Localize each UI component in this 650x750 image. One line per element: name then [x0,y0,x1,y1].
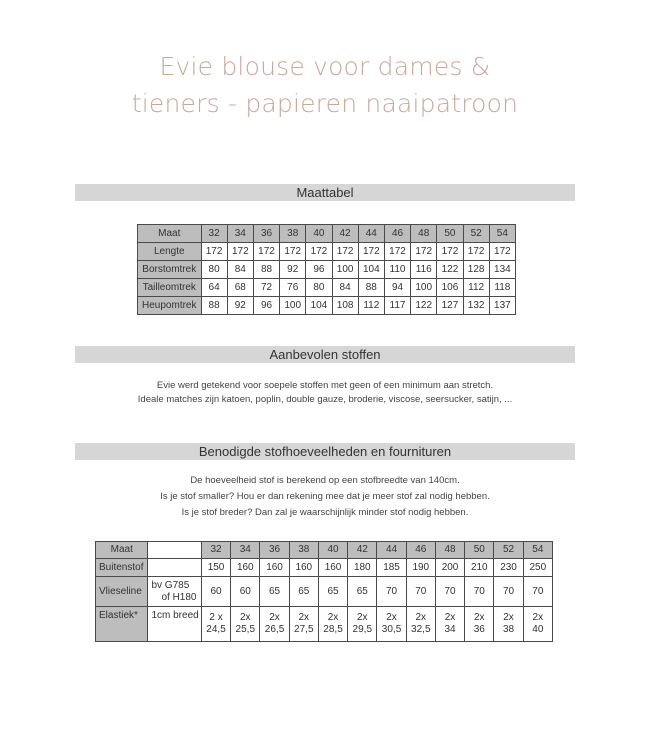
supplies-cell: 70 [523,577,552,607]
supplies-cell: 200 [435,559,464,577]
fabrics-heading: Aanbevolen stoffen [75,346,575,363]
size-chart-cell: 172 [332,243,358,261]
size-chart-cell: 122 [437,261,463,279]
supplies-cell: 65 [289,577,318,607]
size-chart-cell: 172 [227,243,253,261]
supplies-cell: 230 [494,559,523,577]
size-chart-cell: 104 [306,297,332,315]
supplies-header-row [96,542,553,559]
supplies-text-line-1: De hoeveelheid stof is berekend op een stofbreedte van 140cm. [190,475,460,486]
supplies-size-header: 32 [201,542,230,559]
supplies-text-line-3: Is je stof breder? Dan zal je waarschijnlijk minder stof nodig hebben. [181,507,469,518]
supplies-table [95,541,553,642]
size-chart-cell: 100 [280,297,306,315]
supplies-cell: 150 [201,559,230,577]
supplies-cell [201,607,230,642]
supplies-cell [494,607,523,642]
supplies-cell-line-1: 2x [269,612,280,623]
supplies-cell: 250 [523,559,552,577]
size-chart-header-label: Maat [138,225,202,243]
supplies-cell [318,607,347,642]
size-chart-size-header: 34 [227,225,253,243]
size-chart-cell: 80 [201,261,227,279]
size-chart-cell: 88 [201,297,227,315]
supplies-row-label: Elastiek* [96,607,148,642]
supplies-cell: 190 [406,559,435,577]
supplies-size-header: 48 [435,542,464,559]
supplies-cell-line-2: 27,5 [294,624,314,635]
supplies-cell-line-1: 2x [503,612,514,623]
size-chart-cell: 72 [253,279,279,297]
size-chart-cell: 100 [332,261,358,279]
supplies-size-header: 42 [348,542,377,559]
supplies-cell [289,607,318,642]
supplies-cell [465,607,494,642]
supplies-cell-line-2: 38 [502,624,515,635]
supplies-size-header: 52 [494,542,523,559]
supplies-cell: 180 [348,559,377,577]
size-chart-cell: 172 [280,243,306,261]
size-chart-cell: 92 [280,261,306,279]
size-chart-cell: 172 [358,243,384,261]
supplies-note-line-1: bv G785 [151,579,190,591]
supplies-size-header: 54 [523,542,552,559]
supplies-cell [231,607,260,642]
supplies-row-buitenstof [96,559,553,577]
supplies-text-line-2: Is je stof smaller? Hou er dan rekening mee dat je meer stof zal nodig hebben. [160,491,490,502]
supplies-cell: 65 [348,577,377,607]
size-chart-row-label: Heupomtrek [138,297,202,315]
size-chart-cell: 108 [332,297,358,315]
size-chart-row-label: Tailleomtrek [138,279,202,297]
size-chart-cell: 100 [411,279,437,297]
supplies-cell: 160 [260,559,289,577]
supplies-cell: 65 [260,577,289,607]
size-chart-cell: 110 [384,261,410,279]
supplies-cell-line-2: 26,5 [264,624,285,635]
size-chart-cell: 84 [332,279,358,297]
size-chart-size-header: 36 [253,225,279,243]
supplies-cell: 160 [318,559,347,577]
size-chart-size-header: 46 [384,225,410,243]
size-chart-cell: 84 [227,261,253,279]
size-chart-cell: 96 [306,261,332,279]
size-chart-row [138,243,516,261]
supplies-cell: 210 [465,559,494,577]
size-chart-cell: 172 [306,243,332,261]
size-chart-size-header: 38 [280,225,306,243]
supplies-cell: 65 [318,577,347,607]
size-chart-heading: Maattabel [75,184,575,201]
supplies-cell-line-2: 28,5 [323,624,343,635]
supplies-cell-line-1: 2x [415,612,427,623]
size-chart-cell: 172 [411,243,437,261]
supplies-cell-line-2: 40 [532,624,544,635]
supplies-cell-line-2: 32,5 [411,624,431,635]
supplies-cell [406,607,435,642]
size-chart-cell: 137 [489,297,515,315]
supplies-cell: 60 [231,577,260,607]
size-chart-cell: 116 [411,261,437,279]
supplies-row-elastiek [96,607,553,642]
supplies-row-note [148,577,201,607]
supplies-size-header: 40 [318,542,347,559]
size-chart-cell: 106 [437,279,463,297]
supplies-cell: 70 [377,577,406,607]
size-chart-size-header: 52 [463,225,489,243]
size-chart-table [137,224,516,315]
size-chart-header-row [138,225,516,243]
size-chart-cell: 122 [411,297,437,315]
size-chart-size-header: 40 [306,225,332,243]
supplies-cell [348,607,377,642]
supplies-cell-line-2: 30,5 [381,624,402,635]
size-chart-cell: 104 [358,261,384,279]
supplies-cell-line-2: 36 [473,624,485,635]
supplies-size-header: 38 [289,542,318,559]
supplies-note-line-2: of H180 [161,591,197,603]
supplies-cell: 185 [377,559,406,577]
size-chart-row-label: Borstomtrek [138,261,202,279]
supplies-size-header: 36 [260,542,289,559]
supplies-cell-line-1: 2x [444,612,456,623]
size-chart-cell: 118 [489,279,515,297]
size-chart-cell: 127 [437,297,463,315]
supplies-cell: 70 [494,577,523,607]
size-chart-size-header: 44 [358,225,384,243]
supplies-cell-line-1: 2x [240,612,251,623]
size-chart-cell: 172 [489,243,515,261]
supplies-row-note [148,559,201,577]
size-chart-cell: 117 [384,297,410,315]
size-chart-cell: 172 [463,243,489,261]
supplies-cell-line-1: 2x [532,612,544,623]
fabrics-text-line-1: Evie werd getekend voor soepele stoffen met geen of een minimum aan stretch. [156,380,494,391]
size-chart-cell: 88 [358,279,384,297]
supplies-cell: 70 [465,577,494,607]
size-chart-size-header: 48 [411,225,437,243]
size-chart-size-header: 54 [489,225,515,243]
supplies-heading: Benodigde stofhoeveelheden en fournituren [75,443,575,460]
supplies-cell [523,607,552,642]
supplies-cell [377,607,406,642]
supplies-size-header: 46 [406,542,435,559]
size-chart-cell: 172 [384,243,410,261]
size-chart-cell: 134 [489,261,515,279]
size-chart-cell: 172 [253,243,279,261]
supplies-cell-line-2: 24,5 [206,624,226,635]
size-chart-row [138,261,516,279]
supplies-cell-line-1: 2x [357,612,368,623]
supplies-cell-line-2: 29,5 [352,624,373,635]
supplies-size-header: 34 [231,542,260,559]
size-chart-size-header: 42 [332,225,358,243]
size-chart-cell: 96 [253,297,279,315]
supplies-cell-line-1: 2x [298,612,310,623]
size-chart-cell: 172 [201,243,227,261]
supplies-size-label: Maat [96,542,148,559]
supplies-cell: 60 [201,577,230,607]
size-chart-row-label: Lengte [138,243,202,261]
size-chart-cell: 128 [463,261,489,279]
supplies-row-label: Buitenstof [96,559,148,577]
supplies-row-label: Vlieseline [96,577,148,607]
size-chart-size-header: 50 [437,225,463,243]
size-chart-cell: 94 [384,279,410,297]
supplies-size-header: 50 [465,542,494,559]
supplies-cell-line-1: 2 x [209,612,223,623]
size-chart-cell: 112 [463,279,489,297]
supplies-cell: 70 [406,577,435,607]
page-title-line-1: Evie blouse voor dames & [159,52,491,81]
supplies-cell-line-1: 2x [327,612,339,623]
supplies-row-vlieseline [96,577,553,607]
size-chart-cell: 80 [306,279,332,297]
page-title-line-2: tieners - papieren naaipatroon [131,89,519,118]
size-chart-cell: 172 [437,243,463,261]
supplies-cell [260,607,289,642]
supplies-size-header: 44 [377,542,406,559]
size-chart-cell: 64 [201,279,227,297]
size-chart-cell: 132 [463,297,489,315]
supplies-row-note: 1cm breed [148,607,201,642]
supplies-cell: 70 [435,577,464,607]
size-chart-cell: 76 [280,279,306,297]
size-chart-cell: 112 [358,297,384,315]
size-chart-cell: 92 [227,297,253,315]
size-chart-row [138,297,516,315]
supplies-header-blank [148,542,201,559]
supplies-cell-line-1: 2x [474,612,485,623]
supplies-cell-line-1: 2x [386,612,397,623]
size-chart-cell: 88 [253,261,279,279]
size-chart-cell: 68 [227,279,253,297]
supplies-cell-line-2: 25,5 [235,624,256,635]
size-chart-row [138,279,516,297]
supplies-cell [435,607,464,642]
size-chart-size-header: 32 [201,225,227,243]
supplies-cell: 160 [289,559,318,577]
supplies-cell-line-2: 34 [444,624,456,635]
supplies-cell: 160 [231,559,260,577]
fabrics-text-line-2: Ideale matches zijn katoen, poplin, double gauze, broderie, viscose, seersucker, satijn, ... [137,394,513,405]
